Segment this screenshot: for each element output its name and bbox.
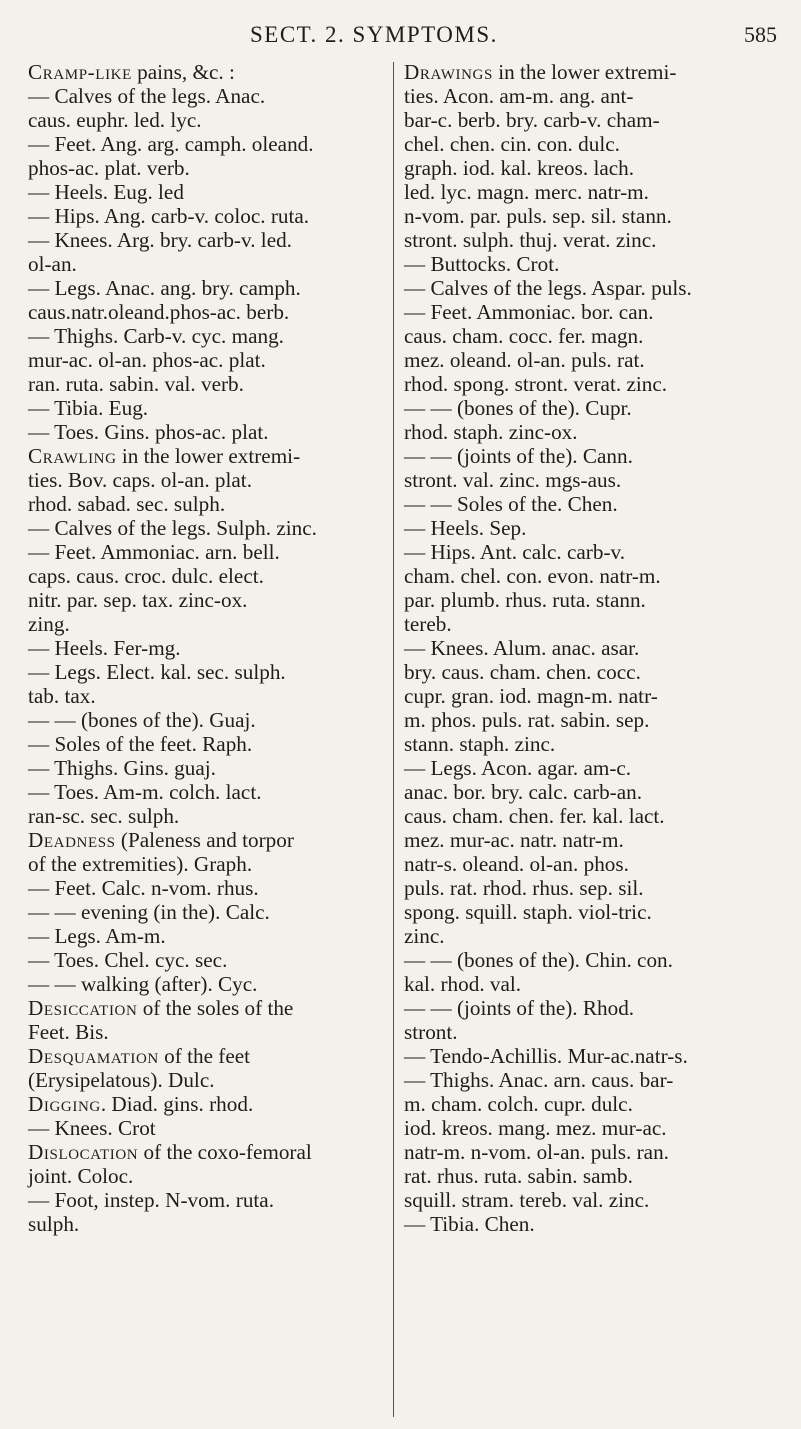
text-run: caps. caus. (28, 564, 125, 588)
text-run: lact. (220, 780, 262, 804)
text-line (404, 1044, 776, 1068)
entry-heading: Crawling (28, 444, 117, 468)
text-run: val. (484, 972, 522, 996)
text-line (28, 1164, 386, 1188)
italic-remedy: sulph. (462, 228, 515, 252)
text-line (404, 348, 776, 372)
text-line (28, 1140, 386, 1164)
italic-remedy: bar-c. (404, 108, 453, 132)
text-run: ant- (595, 84, 634, 108)
text-run: sulph. (28, 1212, 80, 1236)
entry-heading: Drawings (404, 60, 493, 84)
text-line (28, 1116, 386, 1140)
text-line (404, 636, 776, 660)
text-run: stann. (616, 204, 672, 228)
text-run: — Calves of the legs. Aspar. puls. (404, 276, 692, 300)
text-run: mez. oleand. (404, 348, 517, 372)
text-run: — Feet. Ammoniac. arn. bell. (28, 540, 280, 564)
entry-heading: Desquamation (28, 1044, 159, 1068)
text-run: led. lyc. magn. (404, 180, 535, 204)
text-run: — Thighs. Carb-v. cyc. mang. (28, 324, 284, 348)
text-line (404, 1212, 776, 1236)
text-run: — Toes. Chel. (28, 948, 156, 972)
text-line (28, 900, 386, 924)
text-run: rhus. sep. sil. (527, 876, 644, 900)
italic-remedy: coloc. (214, 204, 266, 228)
text-run: puls. rat. (404, 876, 483, 900)
text-run: — Soles of the feet. Raph. (28, 732, 253, 756)
text-line (404, 660, 776, 684)
text-line (28, 636, 386, 660)
text-run: ties. Bov. caps. ol-an. (28, 468, 215, 492)
text-line (404, 1188, 776, 1212)
text-run: of the soles of the (137, 996, 294, 1020)
text-run: ruta. (265, 204, 310, 228)
left-column (28, 60, 386, 1236)
italic-remedy: bry. carb-v. cham- (505, 108, 660, 132)
entry-heading: Digging (28, 1092, 101, 1116)
column-divider (393, 62, 394, 1417)
italic-remedy: Ang. (103, 204, 146, 228)
text-run: ran-sc. (28, 804, 91, 828)
italic-remedy: cyc. (155, 948, 190, 972)
text-run: caus.natr.oleand.phos-ac. berb. (28, 300, 290, 324)
text-line (28, 804, 386, 828)
text-line (404, 684, 776, 708)
entry-heading: Deadness (28, 828, 116, 852)
italic-remedy: ol-an. (536, 1140, 586, 1164)
text-line (28, 492, 386, 516)
text-run: zinc. (404, 924, 445, 948)
text-run: of the feet (158, 1044, 251, 1068)
text-run: — Thighs. Anac. arn. caus. bar- (404, 1068, 674, 1092)
text-run: stront. (404, 228, 463, 252)
text-run: — — walking (after). (28, 972, 219, 996)
text-line (28, 396, 386, 420)
italic-remedy: ol-an. (516, 348, 566, 372)
text-run: — Feet. (28, 876, 102, 900)
entry-heading: Cramp-like (28, 60, 132, 84)
italic-remedy: lyc. (170, 108, 202, 132)
text-line (404, 780, 776, 804)
text-run: — Calves of the legs. Sulph. zinc. (28, 516, 317, 540)
text-run: in the lower extremi- (116, 444, 301, 468)
italic-remedy: rhod. (28, 492, 73, 516)
text-run: caus. cham. cocc. fer. magn. (404, 324, 644, 348)
text-line (404, 876, 776, 900)
text-run: — Knees. Crot (28, 1116, 156, 1140)
italic-remedy: sil. (591, 204, 617, 228)
text-run: led. (128, 108, 171, 132)
text-run: cham. chel. con. (404, 564, 548, 588)
text-line (404, 444, 776, 468)
text-line (404, 492, 776, 516)
text-run: cupr. gran. iod. magn-m. natr- (404, 684, 658, 708)
text-line (28, 756, 386, 780)
text-line (404, 228, 776, 252)
italic-remedy: rhod. (482, 876, 527, 900)
text-run: con. (631, 948, 673, 972)
italic-remedy: evon. (547, 564, 595, 588)
text-line (28, 324, 386, 348)
page-number: 585 (744, 22, 777, 47)
text-run: stann. staph. zinc. (404, 732, 556, 756)
italic-remedy: sec. (90, 804, 123, 828)
text-run: carb-v. (145, 204, 215, 228)
text-run: stront. (404, 1020, 458, 1044)
text-line (28, 300, 386, 324)
italic-remedy: Guaj. (209, 708, 256, 732)
text-run: of the coxo-femoral (138, 1140, 312, 1164)
text-run: — Tibia. Eug. (28, 396, 149, 420)
entry-heading: Desiccation (28, 996, 138, 1020)
text-line (28, 996, 386, 1020)
text-line (404, 468, 776, 492)
text-line (404, 732, 776, 756)
text-line (404, 540, 776, 564)
text-line (28, 1212, 386, 1236)
text-line (28, 180, 386, 204)
text-line (28, 204, 386, 228)
text-line (28, 516, 386, 540)
page-header (0, 22, 801, 54)
text-line (404, 1092, 776, 1116)
italic-remedy: graph. (404, 156, 458, 180)
text-line (404, 204, 776, 228)
text-run: — Tendo-Achillis. Mur-ac.natr-s. (404, 1044, 688, 1068)
italic-remedy: rhod. (440, 972, 485, 996)
text-line (28, 780, 386, 804)
text-line (404, 1140, 776, 1164)
italic-remedy: colch. (169, 780, 221, 804)
text-run: — Legs. Am-m. (28, 924, 166, 948)
text-run: — Hips. Ant. calc. carb-v. (404, 540, 626, 564)
text-line (28, 876, 386, 900)
text-run: par. puls. sep. (464, 204, 592, 228)
text-run: oleand. ol-an. phos. (457, 852, 629, 876)
italic-remedy: phos. (431, 708, 477, 732)
text-run: puls. (585, 1140, 637, 1164)
text-run: natr-m. n-vom. (404, 1140, 537, 1164)
text-line (404, 516, 776, 540)
text-run: (Paleness and torpor (115, 828, 294, 852)
text-run: iod. kreos. mang. mez. mur-ac. (404, 1116, 667, 1140)
text-run: berb. (452, 108, 506, 132)
text-line (28, 156, 386, 180)
text-run: iod. kal. kreos. lach. (457, 156, 635, 180)
text-run: (Erysipelatous). Dulc. (28, 1068, 215, 1092)
italic-remedy: croc. (124, 564, 167, 588)
text-run: nitr. par. sep. tax. zinc-ox. (28, 588, 248, 612)
text-run: sulph. (122, 804, 180, 828)
text-line (28, 1020, 386, 1044)
text-run: chel. chen. cin. con. dulc. (404, 132, 620, 156)
text-line (28, 708, 386, 732)
text-run: — Legs. Acon. agar. am-c. (404, 756, 632, 780)
italic-remedy: Calc. (101, 876, 146, 900)
text-run: — Toes. Gins. phos-ac. plat. (28, 420, 269, 444)
text-line (404, 828, 776, 852)
text-run: — Tibia. Chen. (404, 1212, 535, 1236)
text-line (404, 156, 776, 180)
text-line (28, 372, 386, 396)
italic-remedy: ol-an. (28, 252, 77, 276)
text-line (28, 1092, 386, 1116)
text-run: in the lower extremi- (492, 60, 677, 84)
text-run: n-vom. rhus. (145, 876, 259, 900)
text-line (28, 732, 386, 756)
italic-remedy: ruta. (235, 1188, 275, 1212)
italic-remedy: rhod. (209, 1092, 254, 1116)
text-run: — — (bones of the). (28, 708, 210, 732)
text-run: — — (joints of the). Cann. (404, 444, 633, 468)
italic-remedy: plat. (214, 468, 252, 492)
text-run: ran. ruta. sabin. val. verb. (28, 372, 244, 396)
text-run: Feet. Bis. (28, 1020, 109, 1044)
text-run: — — Soles of the. Chen. (404, 492, 618, 516)
text-run: — Buttocks. Crot. (404, 252, 560, 276)
text-run: zing. (28, 612, 70, 636)
text-line (28, 252, 386, 276)
text-line (404, 1020, 776, 1044)
text-run: puls. rat. (565, 348, 645, 372)
text-line (28, 84, 386, 108)
text-run: pains, &c. : (131, 60, 235, 84)
text-line (404, 564, 776, 588)
text-line (28, 348, 386, 372)
text-line (28, 924, 386, 948)
text-line (28, 60, 386, 84)
entry-heading: Dislocation (28, 1140, 139, 1164)
text-line (28, 972, 386, 996)
text-line (404, 612, 776, 636)
text-run: — Heels. Sep. (404, 516, 527, 540)
text-line (404, 252, 776, 276)
text-run: ties. Acon. am-m. (404, 84, 560, 108)
text-run: — Heels. Eug. led (28, 180, 184, 204)
text-line (28, 468, 386, 492)
text-line (404, 324, 776, 348)
text-line (404, 948, 776, 972)
text-run: par. plumb. rhus. ruta. stann. (404, 588, 646, 612)
text-run: — Toes. Am-m. (28, 780, 170, 804)
text-run: sec. (189, 948, 228, 972)
text-line (404, 276, 776, 300)
text-run: of the extremities). Graph. (28, 852, 253, 876)
italic-remedy: guaj. (174, 756, 216, 780)
text-run: — Hips. (28, 204, 104, 228)
italic-remedy: Cyc. (218, 972, 258, 996)
text-line (28, 612, 386, 636)
text-run: — Feet. Ang. arg. camph. oleand. (28, 132, 314, 156)
text-line (28, 444, 386, 468)
text-line (28, 1188, 386, 1212)
text-line (404, 972, 776, 996)
text-run: spong. squill. staph. viol-tric. (404, 900, 652, 924)
text-run: m. (404, 708, 432, 732)
text-run: — Thighs. Gins. (28, 756, 175, 780)
text-line (404, 1068, 776, 1092)
text-line (28, 132, 386, 156)
text-run: squill. stram. tereb. val. zinc. (404, 1188, 650, 1212)
text-line (404, 300, 776, 324)
text-run: spong. stront. verat. zinc. (448, 372, 668, 396)
text-run: anac. bor. bry. calc. carb-an. (404, 780, 643, 804)
text-line (404, 1164, 776, 1188)
text-run: m. cham. colch. cupr. dulc. (404, 1092, 633, 1116)
italic-remedy: ang. (559, 84, 596, 108)
italic-remedy: ran. (636, 1140, 669, 1164)
text-line (404, 1116, 776, 1140)
text-line (28, 228, 386, 252)
text-run: caus. cham. chen. fer. kal. lact. (404, 804, 665, 828)
text-run: caus. (28, 108, 77, 132)
text-run: bry. caus. cham. chen. cocc. (404, 660, 641, 684)
text-line (404, 852, 776, 876)
text-line (404, 900, 776, 924)
text-run: — — (bones of the). (404, 948, 586, 972)
text-line (28, 540, 386, 564)
text-run: mur-ac. ol-an. phos-ac. plat. (28, 348, 266, 372)
text-run: phos-ac. plat. verb. (28, 156, 190, 180)
text-line (404, 924, 776, 948)
text-run: — Legs. Anac. ang. bry. camph. (28, 276, 301, 300)
text-run: — Legs. Elect. kal. sec. sulph. (28, 660, 286, 684)
text-run: tereb. (404, 612, 452, 636)
text-line (404, 708, 776, 732)
text-run: stront. val. zinc. mgs-aus. (404, 468, 622, 492)
italic-remedy: Chin. (585, 948, 632, 972)
text-line (404, 372, 776, 396)
text-run: — — evening (in the). Calc. (28, 900, 270, 924)
text-line (404, 132, 776, 156)
text-line (28, 276, 386, 300)
text-line (28, 108, 386, 132)
text-line (404, 756, 776, 780)
italic-remedy: merc. (534, 180, 583, 204)
text-run: puls. rat. sabin. sep. (476, 708, 650, 732)
text-run: natr-m. (594, 564, 661, 588)
text-line (28, 420, 386, 444)
text-run: thuj. verat. (514, 228, 616, 252)
italic-remedy: natr-m. (562, 828, 624, 852)
text-run: — Knees. Arg. bry. carb-v. led. (28, 228, 292, 252)
text-run: — Calves of the legs. (28, 84, 216, 108)
text-run: — Knees. Alum. anac. asar. (404, 636, 640, 660)
text-line (404, 804, 776, 828)
text-run: dulc. elect. (166, 564, 264, 588)
text-line (28, 660, 386, 684)
text-line (404, 60, 776, 84)
italic-remedy: zinc. (615, 228, 657, 252)
text-run: — — (joints of the). Rhod. (404, 996, 635, 1020)
text-line (404, 396, 776, 420)
text-run: — Heels. Fer-mg. (28, 636, 181, 660)
italic-remedy: Anac. (215, 84, 266, 108)
text-line (28, 828, 386, 852)
italic-remedy: rhod. (404, 372, 449, 396)
text-run: sabad. sec. sulph. (72, 492, 226, 516)
text-line (28, 588, 386, 612)
text-line (28, 684, 386, 708)
text-line (28, 1068, 386, 1092)
text-line (404, 420, 776, 444)
text-run: mez. mur-ac. natr. (404, 828, 563, 852)
running-title: SECT. 2. SYMPTOMS. (250, 22, 498, 47)
text-line (28, 564, 386, 588)
italic-remedy: euphr. (76, 108, 129, 132)
text-line (404, 108, 776, 132)
right-column (404, 60, 776, 1236)
text-run: natr-m. (582, 180, 649, 204)
text-run: kal. (404, 972, 441, 996)
italic-remedy: n-vom. (404, 204, 465, 228)
italic-remedy: natr-s. (404, 852, 458, 876)
text-line (404, 588, 776, 612)
text-line (404, 180, 776, 204)
text-line (404, 996, 776, 1020)
text-run: tab. tax. (28, 684, 96, 708)
text-run: — — (bones of the). Cupr. (404, 396, 632, 420)
text-run: — Foot, instep. N-vom. (28, 1188, 236, 1212)
text-line (28, 948, 386, 972)
text-run: joint. Coloc. (28, 1164, 134, 1188)
text-run: — Feet. Ammoniac. bor. can. (404, 300, 654, 324)
text-run: . Diad. gins. (100, 1092, 210, 1116)
text-run: rat. rhus. ruta. sabin. samb. (404, 1164, 633, 1188)
text-line (28, 1044, 386, 1068)
text-line (28, 852, 386, 876)
text-line (404, 84, 776, 108)
text-run: rhod. staph. zinc-ox. (404, 420, 578, 444)
